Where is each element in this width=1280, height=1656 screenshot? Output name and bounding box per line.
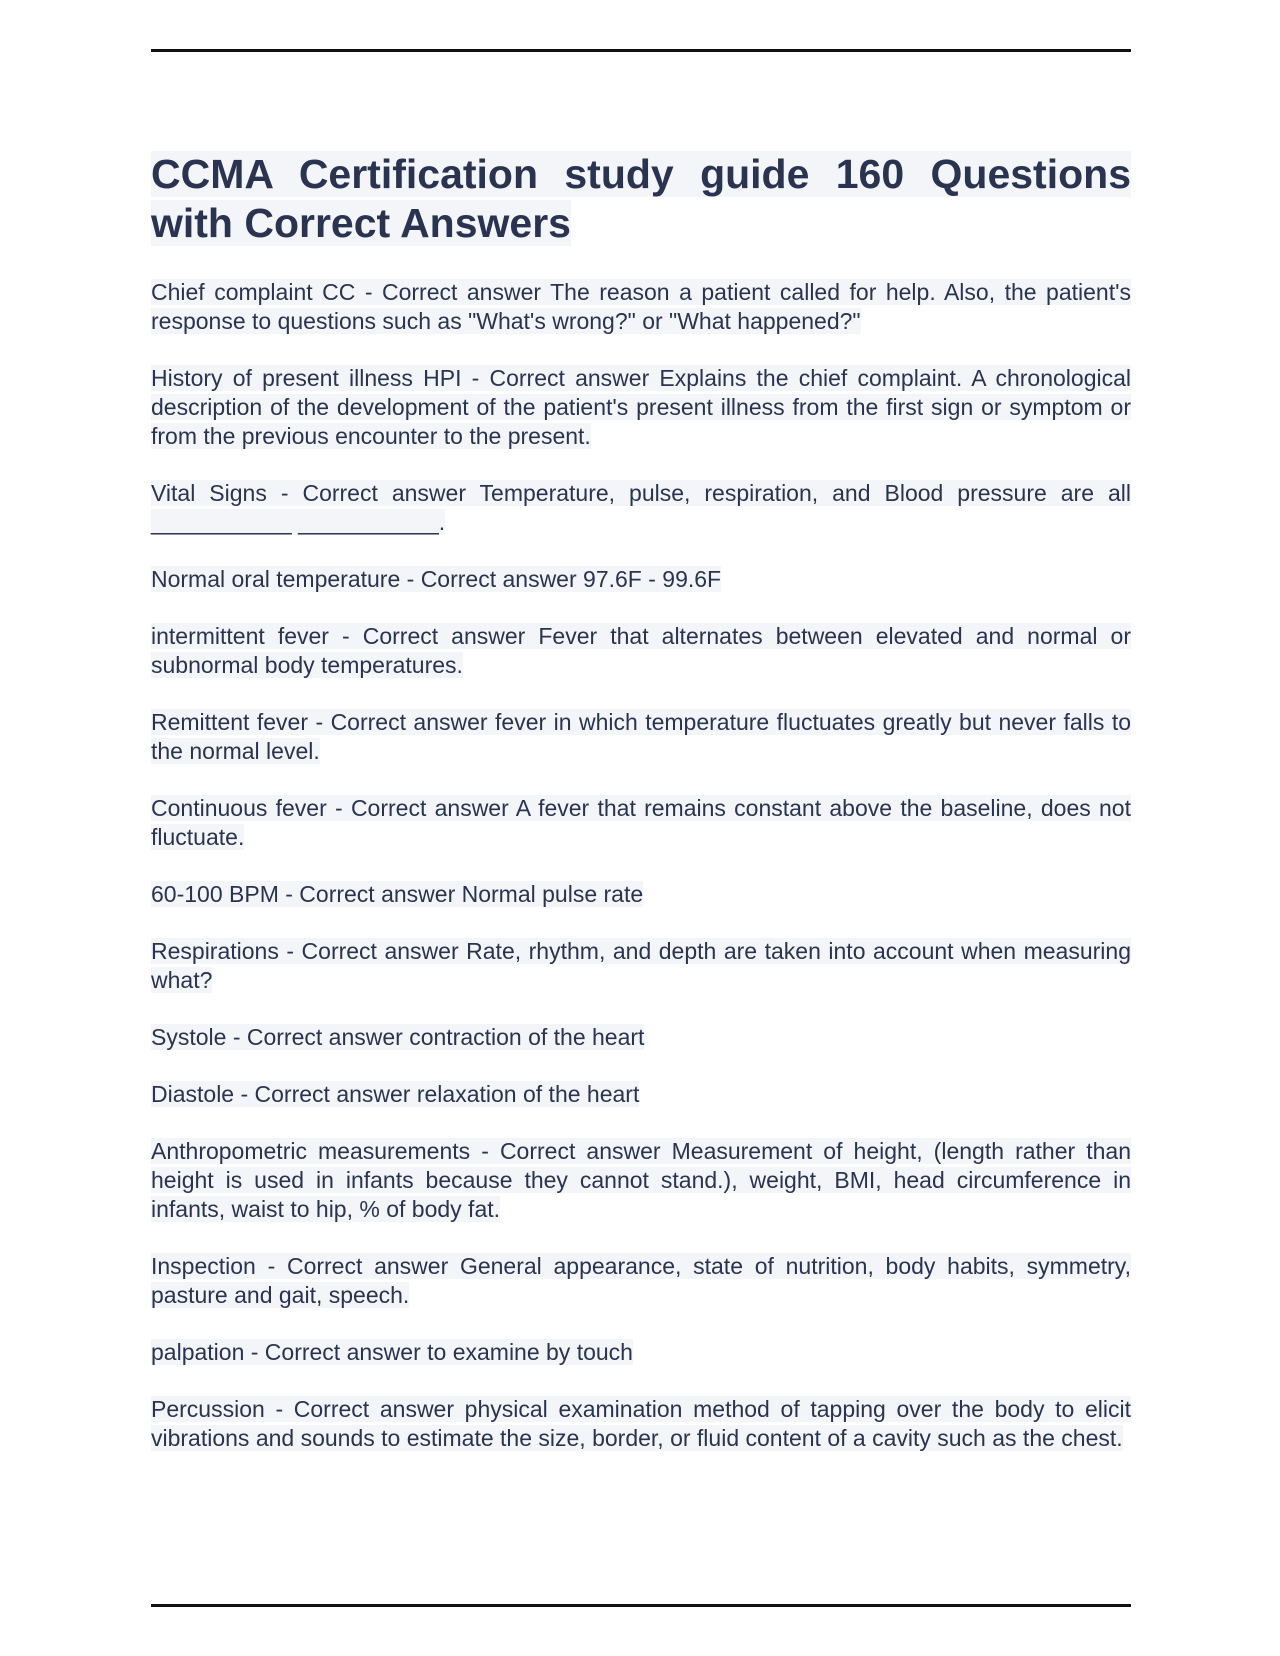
qa-entry-text: History of present illness HPI - Correct answer Explains the chief complaint. A chronological description of the development of the patient's present illness from the first sign or symptom or from the previous encounter to the present.	[151, 365, 1131, 449]
top-divider	[151, 49, 1131, 52]
qa-entry	[151, 708, 1131, 766]
qa-entry	[151, 1080, 1131, 1109]
qa-entry-text: Continuous fever - Correct answer A fever that remains constant above the baseline, does not fluctuate.	[151, 795, 1131, 850]
qa-entry-text: Chief complaint CC - Correct answer The reason a patient called for help. Also, the patient's response to questions such as "What's wrong?" or "What happened?"	[151, 279, 1131, 334]
document-title	[151, 150, 1131, 248]
qa-entry	[151, 937, 1131, 995]
qa-entry	[151, 622, 1131, 680]
qa-entry-text: Percussion - Correct answer physical examination method of tapping over the body to elicit vibrations and sounds to estimate the size, border, or fluid content of a cavity such as the chest.	[151, 1396, 1131, 1451]
qa-entry	[151, 1395, 1131, 1453]
qa-entry-text: Anthropometric measurements - Correct answer Measurement of height, (length rather than height is used in infants because they cannot stand.), weight, BMI, head circumference in infants, waist to hip, % of body fat.	[151, 1138, 1131, 1222]
qa-entry	[151, 794, 1131, 852]
qa-entry	[151, 278, 1131, 336]
qa-entry	[151, 479, 1131, 537]
qa-entry	[151, 565, 1131, 594]
qa-entry-text: Remittent fever - Correct answer fever in which temperature fluctuates greatly but never falls to the normal level.	[151, 709, 1131, 764]
qa-entry	[151, 1252, 1131, 1310]
qa-entry	[151, 1137, 1131, 1224]
qa-entry-text: Normal oral temperature - Correct answer 97.6F - 99.6F	[151, 566, 722, 592]
qa-entry	[151, 1023, 1131, 1052]
bottom-divider	[151, 1604, 1131, 1607]
qa-entry	[151, 1338, 1131, 1367]
qa-entry	[151, 364, 1131, 451]
document-title-text: CCMA Certification study guide 160 Questions with Correct Answers	[151, 151, 1131, 246]
qa-entry-text: Respirations - Correct answer Rate, rhythm, and depth are taken into account when measuring what?	[151, 938, 1131, 993]
qa-entry-text: Inspection - Correct answer General appearance, state of nutrition, body habits, symmetry, pasture and gait, speech.	[151, 1253, 1131, 1308]
qa-entry-text: Diastole - Correct answer relaxation of the heart	[151, 1081, 640, 1107]
qa-entry-text: Vital Signs - Correct answer Temperature, pulse, respiration, and Blood pressure are all ___________ ___________.	[151, 480, 1131, 535]
qa-entry	[151, 880, 1131, 909]
qa-entry-text: palpation - Correct answer to examine by touch	[151, 1339, 633, 1365]
qa-entry-text: Systole - Correct answer contraction of the heart	[151, 1024, 645, 1050]
qa-entry-text: intermittent fever - Correct answer Fever that alternates between elevated and normal or subnormal body temperatures.	[151, 623, 1131, 678]
document-body	[151, 150, 1131, 1481]
qa-entry-text: 60-100 BPM - Correct answer Normal pulse rate	[151, 881, 644, 907]
